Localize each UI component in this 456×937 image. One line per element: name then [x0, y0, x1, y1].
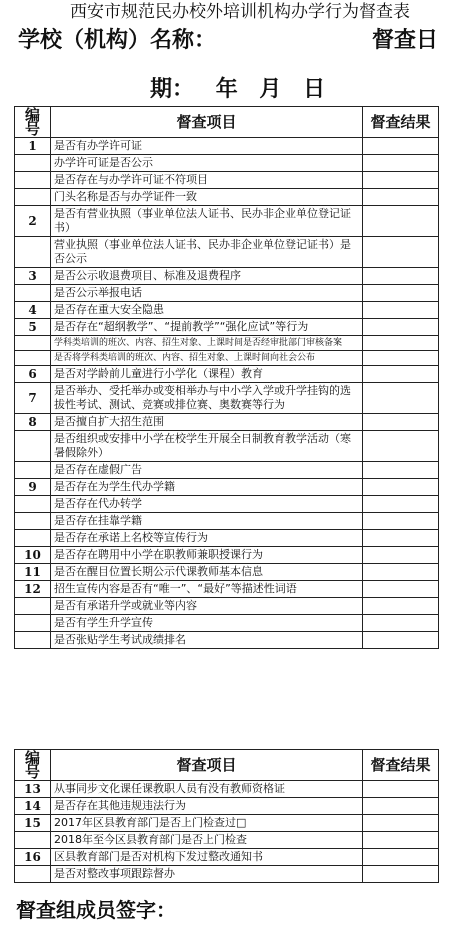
row-item-text: 营业执照（事业单位法人证书、民办非企业单位登记证书）是否公示 [51, 237, 363, 268]
row-item-text: 门头名称是否与办学证件一致 [51, 189, 363, 206]
row-number [15, 513, 51, 530]
row-number [15, 237, 51, 268]
row-item-text: 是否将学科类培训的班次、内容、招生对象、上课时间向社会公布 [51, 351, 363, 366]
row-number: 7 [15, 383, 51, 414]
row-item-text: 区县教育部门是否对机构下发过整改通知书 [51, 849, 363, 866]
inspection-table-1 [14, 106, 439, 649]
table-row [15, 815, 439, 832]
row-number: 15 [15, 815, 51, 832]
row-number [15, 285, 51, 302]
date-line [150, 76, 339, 104]
column-header-result: 督查结果 [363, 750, 439, 781]
result-cell[interactable] [363, 383, 439, 414]
result-cell[interactable] [363, 513, 439, 530]
row-number [15, 530, 51, 547]
result-cell[interactable] [363, 414, 439, 431]
row-item-text: 是否有营业执照（事业单位法人证书、民办非企业单位登记证书） [51, 206, 363, 237]
row-number: 6 [15, 366, 51, 383]
inspection-table-2 [14, 749, 439, 883]
result-cell[interactable] [363, 479, 439, 496]
row-number: 1 [15, 138, 51, 155]
table-row [15, 206, 439, 237]
table-header-row [15, 750, 439, 781]
result-cell[interactable] [363, 189, 439, 206]
row-item-text: 是否对学龄前儿童进行小学化（课程）教育 [51, 366, 363, 383]
table-row [15, 513, 439, 530]
school-name-line [18, 26, 438, 56]
table-row [15, 598, 439, 615]
table-row [15, 155, 439, 172]
row-number [15, 431, 51, 462]
table-row [15, 351, 439, 366]
row-item-text: 从事同步文化课任课教职人员有没有教师资格证 [51, 781, 363, 798]
row-item-text: 是否有办学许可证 [51, 138, 363, 155]
table-row [15, 189, 439, 206]
row-number: 4 [15, 302, 51, 319]
row-number: 9 [15, 479, 51, 496]
table-row [15, 781, 439, 798]
row-item-text: 是否举办、受托举办或变相举办与中小学入学或升学挂钩的选拔性考试、测试、竞赛或排位赛、奥数赛等行为 [51, 383, 363, 414]
table-row [15, 615, 439, 632]
form-title: 西安市规范民办校外培训机构办学行为督查表 [70, 2, 410, 22]
row-item-text: 是否存在“超纲教学”、“提前教学”“强化应试”等行为 [51, 319, 363, 336]
row-item-text: 办学许可证是否公示 [51, 155, 363, 172]
table-row [15, 172, 439, 189]
table-row [15, 237, 439, 268]
row-number: 10 [15, 547, 51, 564]
result-cell[interactable] [363, 496, 439, 513]
school-name-label: 学校（机构）名称： [18, 28, 217, 53]
result-cell[interactable] [363, 172, 439, 189]
table-row [15, 564, 439, 581]
row-item-text: 是否对整改事项跟踪督办 [51, 866, 363, 883]
row-item-text: 是否有承诺升学或就业等内容 [51, 598, 363, 615]
row-number: 12 [15, 581, 51, 598]
result-cell[interactable] [363, 798, 439, 815]
table-row [15, 366, 439, 383]
column-header-number: 编号 [15, 750, 51, 781]
result-cell[interactable] [363, 138, 439, 155]
row-item-text: 是否存在聘用中小学在职教师兼职授课行为 [51, 547, 363, 564]
signature-label: 督查组成员签字： [16, 898, 176, 922]
row-item-text: 是否存在挂靠学籍 [51, 513, 363, 530]
row-number: 16 [15, 849, 51, 866]
result-cell[interactable] [363, 849, 439, 866]
row-item-text: 是否存在承诺上名校等宣传行为 [51, 530, 363, 547]
row-number [15, 632, 51, 649]
row-number [15, 598, 51, 615]
row-item-text: 招生宣传内容是否有“唯一”、“最好”等描述性词语 [51, 581, 363, 598]
row-item-text: 学科类培训的班次、内容、招生对象、上课时间是否经审批部门审核备案 [51, 336, 363, 351]
row-item-text: 是否公示举报电话 [51, 285, 363, 302]
row-number [15, 189, 51, 206]
result-cell[interactable] [363, 615, 439, 632]
row-number [15, 615, 51, 632]
row-item-text: 是否组织或安排中小学在校学生开展全日制教育教学活动（寒暑假除外） [51, 431, 363, 462]
row-item-text: 是否存在其他违规违法行为 [51, 798, 363, 815]
result-cell[interactable] [363, 462, 439, 479]
table-row [15, 479, 439, 496]
column-header-item: 督查项目 [51, 107, 363, 138]
row-number [15, 172, 51, 189]
result-cell[interactable] [363, 866, 439, 883]
table-row [15, 581, 439, 598]
result-cell[interactable] [363, 781, 439, 798]
row-number [15, 832, 51, 849]
table-row [15, 285, 439, 302]
result-cell[interactable] [363, 268, 439, 285]
row-item-text: 是否存在重大安全隐患 [51, 302, 363, 319]
table-row [15, 798, 439, 815]
table-row [15, 832, 439, 849]
row-number [15, 462, 51, 479]
row-item-text: 是否有学生升学宣传 [51, 615, 363, 632]
table-header-row [15, 107, 439, 138]
result-cell[interactable] [363, 366, 439, 383]
row-item-text: 是否存在虚假广告 [51, 462, 363, 479]
table-row [15, 866, 439, 883]
date-line-day: 日 [303, 77, 326, 102]
result-cell[interactable] [363, 302, 439, 319]
row-item-text: 是否张贴学生考试成绩排名 [51, 632, 363, 649]
row-number [15, 351, 51, 366]
result-cell[interactable] [363, 351, 439, 366]
date-line-qi: 期： [150, 77, 195, 102]
table-row [15, 632, 439, 649]
row-number: 3 [15, 268, 51, 285]
result-cell[interactable] [363, 832, 439, 849]
row-item-text: 是否存在为学生代办学籍 [51, 479, 363, 496]
date-line-month: 月 [259, 77, 282, 102]
result-cell[interactable] [363, 530, 439, 547]
table-row [15, 849, 439, 866]
result-cell[interactable] [363, 285, 439, 302]
row-number [15, 336, 51, 351]
result-cell[interactable] [363, 598, 439, 615]
table-row [15, 547, 439, 564]
table-row [15, 496, 439, 513]
row-item-text: 是否在醒目位置长期公示代课教师基本信息 [51, 564, 363, 581]
row-number [15, 155, 51, 172]
row-number: 13 [15, 781, 51, 798]
result-cell[interactable] [363, 206, 439, 237]
row-number [15, 866, 51, 883]
row-item-text: 是否擅自扩大招生范围 [51, 414, 363, 431]
inspection-date-label: 督查日 [371, 28, 438, 53]
result-cell[interactable] [363, 815, 439, 832]
table-row [15, 319, 439, 336]
table-row [15, 336, 439, 351]
result-cell[interactable] [363, 547, 439, 564]
result-cell[interactable] [363, 431, 439, 462]
row-item-text: 2018年至今区县教育部门是否上门检查 [51, 832, 363, 849]
table-row [15, 138, 439, 155]
table-row [15, 462, 439, 479]
row-number: 11 [15, 564, 51, 581]
result-cell[interactable] [363, 336, 439, 351]
row-number: 8 [15, 414, 51, 431]
table-row [15, 268, 439, 285]
result-cell[interactable] [363, 581, 439, 598]
row-item-text: 是否存在代办转学 [51, 496, 363, 513]
row-number [15, 496, 51, 513]
column-header-item: 督查项目 [51, 750, 363, 781]
result-cell[interactable] [363, 237, 439, 268]
row-item-text: 是否公示收退费项目、标准及退费程序 [51, 268, 363, 285]
result-cell[interactable] [363, 564, 439, 581]
row-number: 14 [15, 798, 51, 815]
row-number: 5 [15, 319, 51, 336]
table-row [15, 431, 439, 462]
result-cell[interactable] [363, 319, 439, 336]
row-item-text: 是否存在与办学许可证不符项目 [51, 172, 363, 189]
table-row [15, 383, 439, 414]
result-cell[interactable] [363, 632, 439, 649]
row-item-text: 2017年区县教育部门是否上门检查过□ [51, 815, 363, 832]
date-line-year: 年 [215, 77, 238, 102]
table-row [15, 302, 439, 319]
table-row [15, 414, 439, 431]
row-number: 2 [15, 206, 51, 237]
table-row [15, 530, 439, 547]
column-header-number: 编号 [15, 107, 51, 138]
column-header-result: 督查结果 [363, 107, 439, 138]
result-cell[interactable] [363, 155, 439, 172]
